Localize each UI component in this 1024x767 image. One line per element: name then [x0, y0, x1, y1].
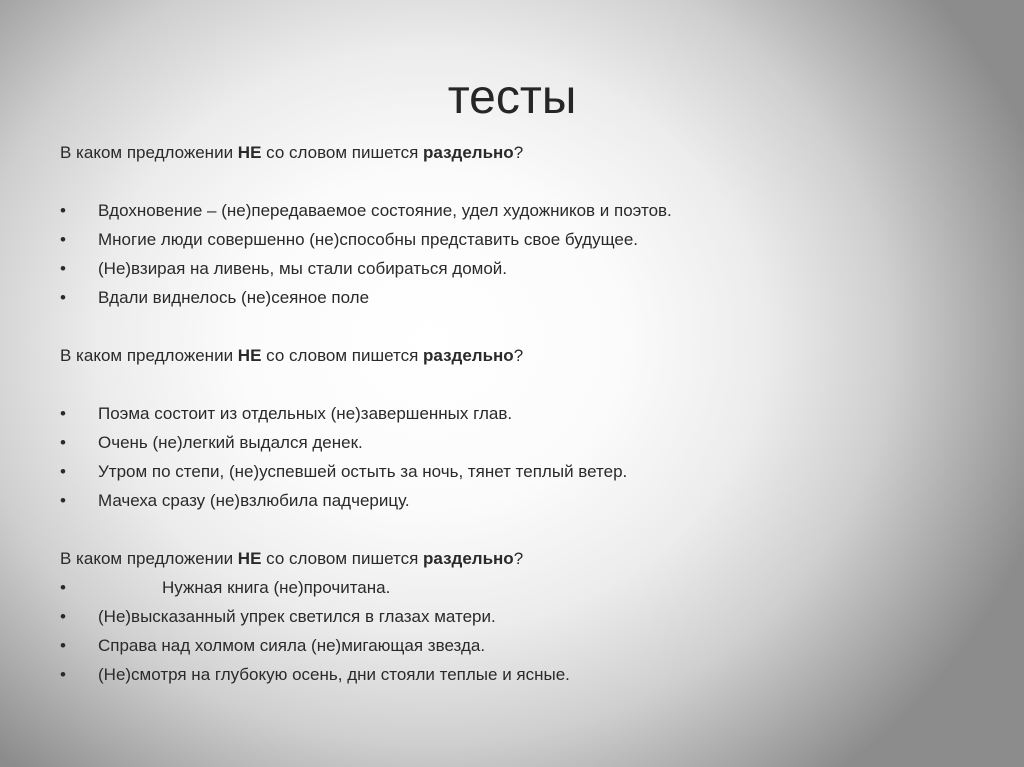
list-item-text: Очень (не)легкий выдался денек.: [98, 433, 363, 452]
bullet-icon: •: [60, 462, 66, 481]
list-item: [60, 196, 960, 225]
bullet-icon: •: [60, 578, 66, 597]
list-item: [60, 602, 960, 631]
list-item-text: (Не)высказанный упрек светился в глазах матери.: [98, 607, 496, 626]
question-mark: ?: [513, 346, 524, 365]
list-item-text: (Не)смотря на глубокую осень, дни стояли теплые и ясные.: [98, 665, 570, 684]
list-item: [60, 399, 960, 428]
list-item-text: Утром по степи, (не)успевшей остыть за ночь, тянет теплый ветер.: [98, 462, 628, 481]
question-mark: ?: [513, 549, 524, 568]
list-item: [60, 225, 960, 254]
question-bold-razdelno: раздельно: [423, 549, 514, 568]
list-item-text: (Не)взирая на ливень, мы стали собираться домой.: [98, 259, 508, 278]
list-item: [60, 573, 960, 602]
question-text: со словом пишется: [261, 549, 424, 568]
question-1: [60, 138, 960, 167]
bullet-icon: •: [60, 607, 66, 626]
question-text: В каком предложении: [60, 346, 238, 365]
list-item: [60, 283, 960, 312]
slide-content: [60, 138, 960, 689]
question-text: со словом пишется: [261, 346, 424, 365]
bullet-icon: •: [60, 404, 66, 423]
bullet-icon: •: [60, 433, 66, 452]
list-item: [60, 631, 960, 660]
spacer: [60, 370, 960, 399]
spacer: [60, 312, 960, 341]
list-item: [60, 486, 960, 515]
question-3: [60, 544, 960, 573]
question-mark: ?: [513, 143, 524, 162]
question-2: [60, 341, 960, 370]
bullet-icon: •: [60, 201, 66, 220]
question-bold-razdelno: раздельно: [423, 143, 514, 162]
question-bold-ne: НЕ: [237, 346, 262, 365]
list-item-text: Вдали виднелось (не)сеяное поле: [98, 288, 370, 307]
question-bold-ne: НЕ: [237, 143, 262, 162]
spacer: [60, 167, 960, 196]
list-item: [60, 457, 960, 486]
spacer: [60, 515, 960, 544]
list-item-text: Многие люди совершенно (не)способны представить свое будущее.: [98, 230, 639, 249]
list-item: [60, 660, 960, 689]
list-item-text: Нужная книга (не)прочитана.: [162, 578, 391, 597]
bullet-icon: •: [60, 491, 66, 510]
list-item-text: Мачеха сразу (не)взлюбила падчерицу.: [98, 491, 410, 510]
slide-title: тесты: [447, 71, 577, 124]
bullet-icon: •: [60, 665, 66, 684]
question-text: В каком предложении: [60, 143, 238, 162]
list-item-text: Поэма состоит из отдельных (не)завершенных глав.: [98, 404, 513, 423]
bullet-icon: •: [60, 636, 66, 655]
question-text: В каком предложении: [60, 549, 238, 568]
question-bold-razdelno: раздельно: [423, 346, 514, 365]
bullet-icon: •: [60, 259, 66, 278]
bullet-icon: •: [60, 288, 66, 307]
list-item-text: Вдохновение – (не)передаваемое состояние, удел художников и поэтов.: [98, 201, 672, 220]
question-bold-ne: НЕ: [237, 549, 262, 568]
bullet-icon: •: [60, 230, 66, 249]
question-text: со словом пишется: [261, 143, 424, 162]
list-item: [60, 254, 960, 283]
list-item: [60, 428, 960, 457]
list-item-text: Справа над холмом сияла (не)мигающая звезда.: [98, 636, 486, 655]
